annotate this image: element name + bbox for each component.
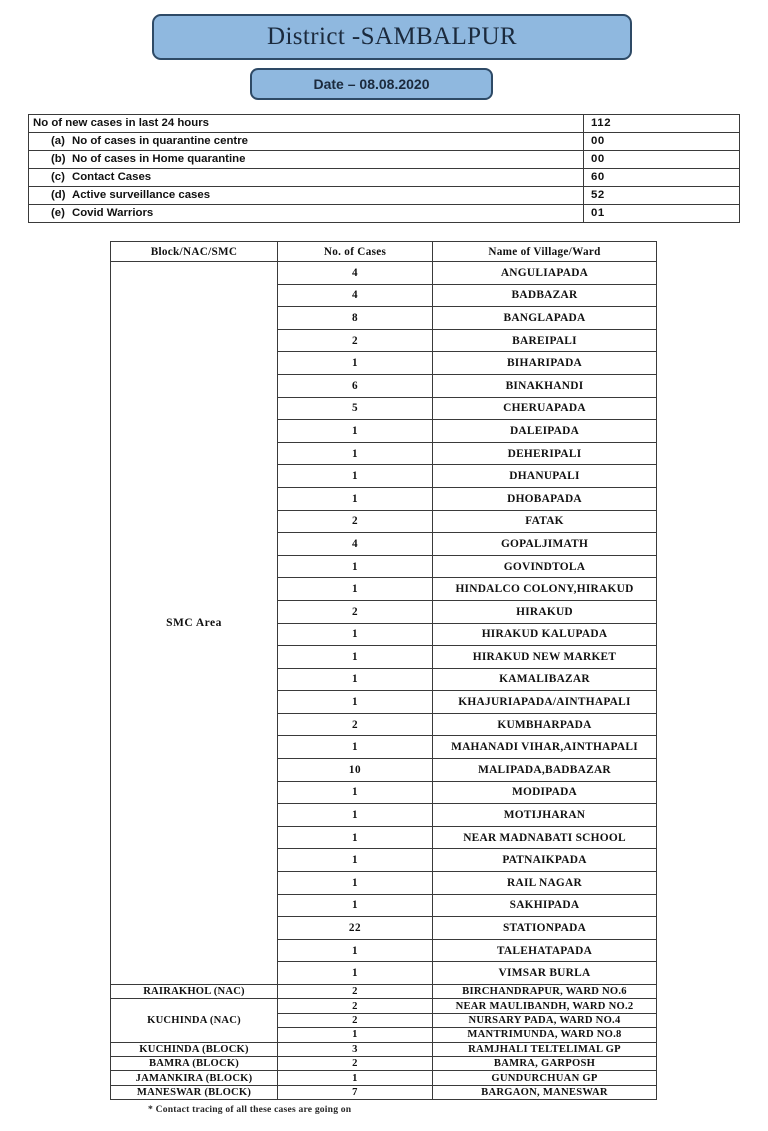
- summary-row-label: [29, 205, 584, 223]
- case-count-cell: 1: [278, 623, 433, 646]
- table-row: [111, 1085, 657, 1099]
- report-date: Date – 08.08.2020: [313, 76, 430, 92]
- village-name-cell: ANGULIAPADA: [433, 262, 657, 285]
- village-name-cell: KHAJURIAPADA/AINTHAPALI: [433, 691, 657, 714]
- village-name-cell: CHERUAPADA: [433, 397, 657, 420]
- summary-row: [29, 187, 740, 205]
- village-name-cell: STATIONPADA: [433, 917, 657, 940]
- summary-row-value: 60: [584, 169, 740, 187]
- summary-row-label-text: Contact Cases: [72, 171, 152, 183]
- case-table-head: [111, 242, 657, 262]
- column-header-village: Name of Village/Ward: [433, 242, 657, 262]
- case-count-cell: 2: [278, 600, 433, 623]
- case-count-cell: 1: [278, 894, 433, 917]
- summary-row-value: 112: [584, 115, 740, 133]
- village-name-cell: MALIPADA,BADBAZAR: [433, 759, 657, 782]
- footnote-text: * Contact tracing of all these cases are going on: [148, 1104, 352, 1115]
- case-count-cell: 4: [278, 284, 433, 307]
- summary-row-label-text: No of cases in Home quarantine: [72, 153, 246, 165]
- summary-row-marker: (c): [51, 171, 65, 183]
- village-name-cell: BAMRA, GARPOSH: [433, 1056, 657, 1070]
- case-table-header-row: [111, 242, 657, 262]
- village-name-cell: MOTIJHARAN: [433, 804, 657, 827]
- village-name-cell: VIMSAR BURLA: [433, 962, 657, 985]
- case-count-cell: 2: [278, 713, 433, 736]
- table-row: [111, 999, 657, 1013]
- village-name-cell: DHOBAPADA: [433, 487, 657, 510]
- village-name-cell: NEAR MAULIBANDH, WARD NO.2: [433, 999, 657, 1013]
- summary-row-value: 01: [584, 205, 740, 223]
- case-count-cell: 1: [278, 555, 433, 578]
- summary-row: [29, 169, 740, 187]
- block-name-smc-area: SMC Area: [111, 262, 278, 985]
- block-name-cell: KUCHINDA (BLOCK): [111, 1042, 278, 1056]
- case-count-cell: 1: [278, 962, 433, 985]
- summary-row-label: [29, 151, 584, 169]
- village-name-cell: RAMJHALI TELTELIMAL GP: [433, 1042, 657, 1056]
- table-row: [111, 1042, 657, 1056]
- village-name-cell: MANTRIMUNDA, WARD NO.8: [433, 1028, 657, 1042]
- block-name-cell: JAMANKIRA (BLOCK): [111, 1071, 278, 1085]
- summary-row: [29, 133, 740, 151]
- village-name-cell: HIRAKUD KALUPADA: [433, 623, 657, 646]
- summary-row-marker: (b): [51, 153, 66, 165]
- case-count-cell: 1: [278, 578, 433, 601]
- village-name-cell: KUMBHARPADA: [433, 713, 657, 736]
- summary-row-value: 00: [584, 151, 740, 169]
- case-count-cell: 22: [278, 917, 433, 940]
- village-name-cell: BANGLAPADA: [433, 307, 657, 330]
- summary-row: [29, 151, 740, 169]
- case-count-cell: 3: [278, 1042, 433, 1056]
- case-count-cell: 1: [278, 872, 433, 895]
- case-count-cell: 2: [278, 985, 433, 999]
- case-count-cell: 1: [278, 736, 433, 759]
- summary-row: [29, 205, 740, 223]
- village-name-cell: KAMALIBAZAR: [433, 668, 657, 691]
- village-name-cell: GOVINDTOLA: [433, 555, 657, 578]
- report-date-banner: [250, 68, 493, 100]
- case-table-body: [111, 262, 657, 1100]
- summary-row-label: No of new cases in last 24 hours: [29, 115, 584, 133]
- summary-row: [29, 115, 740, 133]
- case-count-cell: 1: [278, 939, 433, 962]
- case-count-cell: 2: [278, 999, 433, 1013]
- case-count-cell: 1: [278, 691, 433, 714]
- village-name-cell: NURSARY PADA, WARD NO.4: [433, 1013, 657, 1027]
- village-name-cell: MAHANADI VIHAR,AINTHAPALI: [433, 736, 657, 759]
- summary-statistics-table: [28, 114, 740, 223]
- summary-row-marker: (a): [51, 135, 65, 147]
- case-count-cell: 1: [278, 465, 433, 488]
- summary-row-label-text: Covid Warriors: [72, 207, 154, 219]
- summary-row-value: 00: [584, 133, 740, 151]
- summary-row-label: [29, 133, 584, 151]
- column-header-cases: No. of Cases: [278, 242, 433, 262]
- case-count-cell: 1: [278, 1028, 433, 1042]
- village-name-cell: DEHERIPALI: [433, 442, 657, 465]
- case-count-cell: 1: [278, 668, 433, 691]
- case-count-cell: 1: [278, 1071, 433, 1085]
- case-count-cell: 1: [278, 420, 433, 443]
- village-name-cell: BINAKHANDI: [433, 374, 657, 397]
- case-count-cell: 1: [278, 849, 433, 872]
- case-count-cell: 8: [278, 307, 433, 330]
- village-name-cell: TALEHATAPADA: [433, 939, 657, 962]
- page-title: District -SAMBALPUR: [267, 23, 517, 50]
- village-name-cell: GUNDURCHUAN GP: [433, 1071, 657, 1085]
- table-row: [111, 985, 657, 999]
- table-row: [111, 1056, 657, 1070]
- case-count-cell: 2: [278, 510, 433, 533]
- block-name-cell: BAMRA (BLOCK): [111, 1056, 278, 1070]
- village-name-cell: BIHARIPADA: [433, 352, 657, 375]
- case-count-cell: 4: [278, 262, 433, 285]
- column-header-block: Block/NAC/SMC: [111, 242, 278, 262]
- case-count-cell: 6: [278, 374, 433, 397]
- summary-row-label-text: Active surveillance cases: [72, 189, 211, 201]
- case-distribution-table: [110, 241, 657, 1100]
- village-name-cell: DALEIPADA: [433, 420, 657, 443]
- summary-row-label: [29, 169, 584, 187]
- village-name-cell: PATNAIKPADA: [433, 849, 657, 872]
- table-row: [111, 262, 657, 285]
- block-name-cell: RAIRAKHOL (NAC): [111, 985, 278, 999]
- village-name-cell: BIRCHANDRAPUR, WARD NO.6: [433, 985, 657, 999]
- case-count-cell: 5: [278, 397, 433, 420]
- summary-row-label: [29, 187, 584, 205]
- village-name-cell: NEAR MADNABATI SCHOOL: [433, 826, 657, 849]
- village-name-cell: BARGAON, MANESWAR: [433, 1085, 657, 1099]
- case-count-cell: 1: [278, 826, 433, 849]
- case-count-cell: 2: [278, 1013, 433, 1027]
- village-name-cell: HIRAKUD NEW MARKET: [433, 646, 657, 669]
- village-name-cell: GOPALJIMATH: [433, 533, 657, 556]
- village-name-cell: HIRAKUD: [433, 600, 657, 623]
- summary-row-value: 52: [584, 187, 740, 205]
- summary-row-marker: (d): [51, 189, 66, 201]
- district-title-banner: [152, 14, 632, 60]
- summary-table-body: [29, 115, 740, 223]
- village-name-cell: SAKHIPADA: [433, 894, 657, 917]
- village-name-cell: HINDALCO COLONY,HIRAKUD: [433, 578, 657, 601]
- case-count-cell: 2: [278, 329, 433, 352]
- village-name-cell: MODIPADA: [433, 781, 657, 804]
- case-count-cell: 1: [278, 442, 433, 465]
- summary-row-marker: (e): [51, 207, 65, 219]
- village-name-cell: FATAK: [433, 510, 657, 533]
- block-name-cell: MANESWAR (BLOCK): [111, 1085, 278, 1099]
- summary-row-label-text: No of cases in quarantine centre: [72, 135, 248, 147]
- case-count-cell: 1: [278, 487, 433, 510]
- case-count-cell: 1: [278, 804, 433, 827]
- case-count-cell: 4: [278, 533, 433, 556]
- village-name-cell: DHANUPALI: [433, 465, 657, 488]
- block-name-cell: KUCHINDA (NAC): [111, 999, 278, 1042]
- case-count-cell: 2: [278, 1056, 433, 1070]
- case-count-cell: 1: [278, 352, 433, 375]
- case-count-cell: 10: [278, 759, 433, 782]
- village-name-cell: RAIL NAGAR: [433, 872, 657, 895]
- village-name-cell: BAREIPALI: [433, 329, 657, 352]
- case-count-cell: 1: [278, 646, 433, 669]
- village-name-cell: BADBAZAR: [433, 284, 657, 307]
- case-count-cell: 7: [278, 1085, 433, 1099]
- table-row: [111, 1071, 657, 1085]
- case-count-cell: 1: [278, 781, 433, 804]
